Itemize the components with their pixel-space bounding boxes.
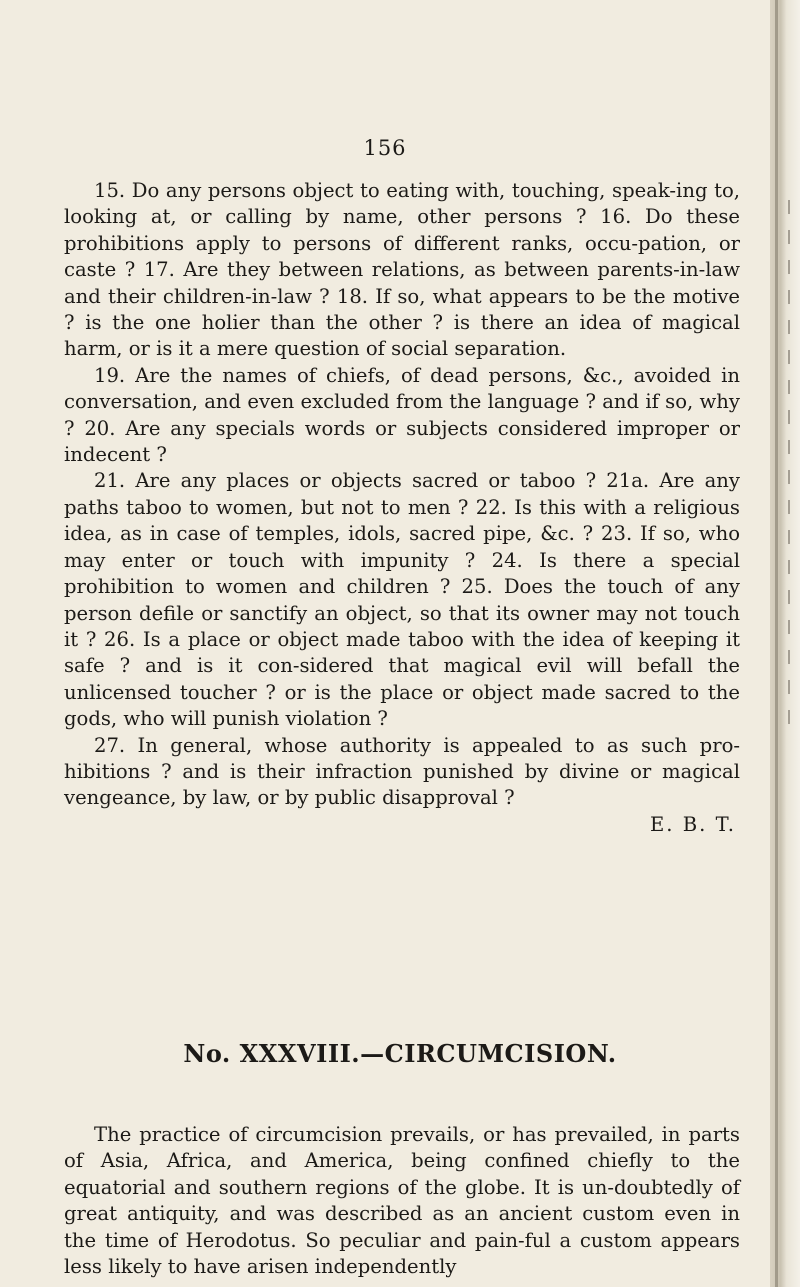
facing-page-edge	[784, 200, 798, 760]
questions-section	[64, 178, 740, 838]
question-paragraph-21-26: 21. Are any places or objects sacred or taboo ? 21a. Are any paths taboo to women, but not to men ? 22. Is this with a religious idea, as in case of temples, idols, sacred pipe, &c. ? 23. If so, who may enter or touch with impunity ? 24. Is there a special prohibition to women and children ? 25. Does the touch of any person defile or sanctify an object, so that its owner may not touch it ? 26. Is a place or object made taboo with the idea of keeping it safe ? and is it con-sidered that magical evil will befall the unlicensed toucher ? or is the place or object made sacred to the gods, who will punish violation ?	[64, 469, 740, 731]
section-heading: No. XXXVIII.—CIRCUMCISION.	[183, 1039, 617, 1068]
circumcision-section	[64, 1122, 740, 1280]
author-initials: E. B. T.	[649, 812, 736, 836]
question-paragraph-27: 27. In general, whose authority is appealed to as such pro-hibitions ? and is their infraction punished by divine or magical vengeance, by law, or by public disapproval ?	[64, 733, 740, 810]
question-paragraph-15-18: 15. Do any persons object to eating with, touching, speak-ing to, looking at, or calling by name, other persons ? 16. Do these prohibitions apply to persons of different ranks, occu-pation, or caste ? 17. Are they between relations, as between parents-in-law and their children-in-law ? 18. If so, what appears to be the motive ? is the one holier than the other ? is there an idea of magical harm, or is it a mere question of social separation.	[64, 179, 740, 361]
question-paragraph-19-20: 19. Are the names of chiefs, of dead persons, &c., avoided in conversation, and even excluded from the language ? and if so, why ? 20. Are any specials words or subjects considered improper or indecent ?	[64, 363, 740, 467]
page-number: 156	[363, 136, 407, 160]
page-binding-line	[775, 0, 778, 1287]
circumcision-paragraph: The practice of circumcision prevails, or has prevailed, in parts of Asia, Africa, and America, being confined chiefly to the equatorial and southern regions of the globe. It is un-doubtedly of great antiquity, and was described as an ancient custom even in the time of Herodotus. So peculiar and pain-ful a custom appears less likely to have arisen independently	[64, 1123, 740, 1279]
